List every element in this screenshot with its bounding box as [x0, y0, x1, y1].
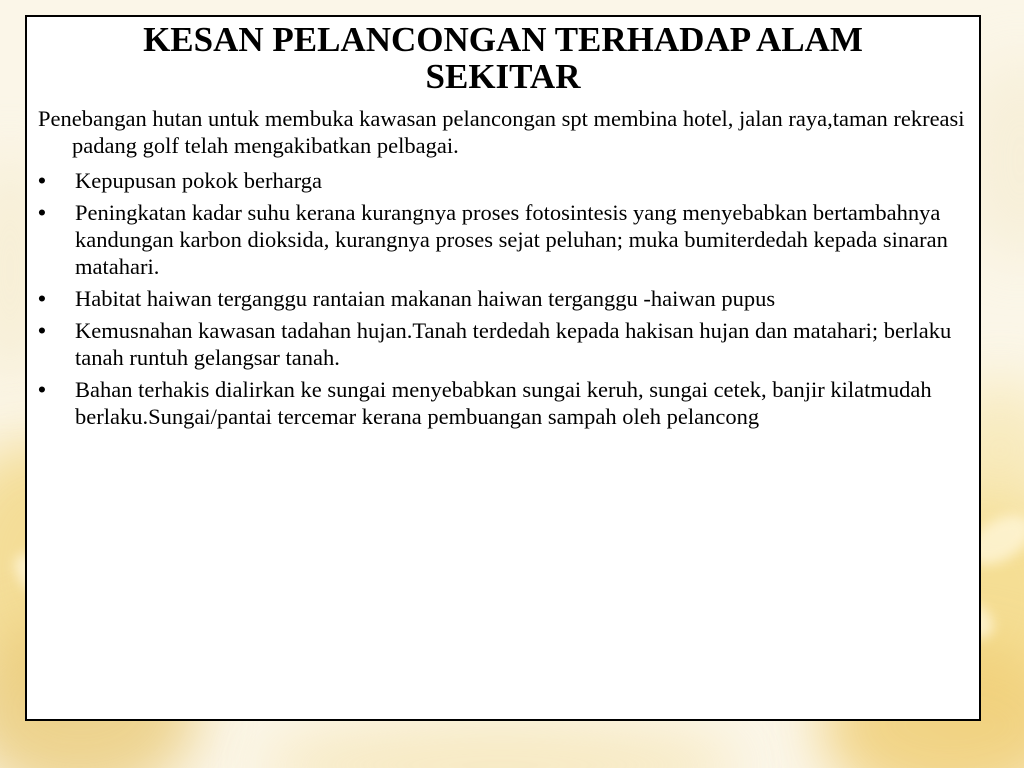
bullet-dot: •	[38, 286, 46, 311]
background-blob	[260, 720, 740, 768]
bullet-item	[38, 199, 963, 280]
bullet-text: Kepupusan pokok berharga	[75, 168, 323, 193]
bullet-dot: •	[38, 377, 46, 402]
bullet-item	[38, 285, 963, 312]
bullet-item	[38, 317, 963, 371]
bullet-dot: •	[38, 200, 46, 225]
slide-content-box	[25, 15, 981, 721]
bullet-item	[38, 167, 963, 194]
bullet-item	[38, 376, 963, 430]
bullet-text: Peningkatan kadar suhu kerana kurangnya proses fotosintesis yang menyebabkan bertambahnya kandungan karbon dioksida, kurangnya proses sejat peluhan; muka bumiterdedah kepada sinaran matahari.	[75, 200, 948, 279]
slide-title-line-1: KESAN PELANCONGAN TERHADAP ALAM	[143, 20, 863, 59]
slide-title	[27, 21, 979, 95]
bullet-text: Kemusnahan kawasan tadahan hujan.Tanah terdedah kepada hakisan hujan dan matahari; berlaku tanah runtuh gelangsar tanah.	[75, 318, 952, 370]
intro-paragraph: Penebangan hutan untuk membuka kawasan pelancongan spt membina hotel, jalan raya,taman rekreasi padang golf telah mengakibatkan pelbagai.	[38, 106, 965, 158]
bullet-dot: •	[38, 168, 46, 193]
bullet-dot: •	[38, 318, 46, 343]
slide-title-line-2: SEKITAR	[425, 57, 581, 96]
bullet-text: Bahan terhakis dialirkan ke sungai menyebabkan sungai keruh, sungai cetek, banjir kilatmudah berlaku.Sungai/pantai tercemar kerana pembuangan sampah oleh pelancong	[75, 377, 932, 429]
bullet-text: Habitat haiwan terganggu rantaian makanan haiwan terganggu -haiwan pupus	[75, 286, 776, 311]
bullet-list	[38, 167, 963, 435]
